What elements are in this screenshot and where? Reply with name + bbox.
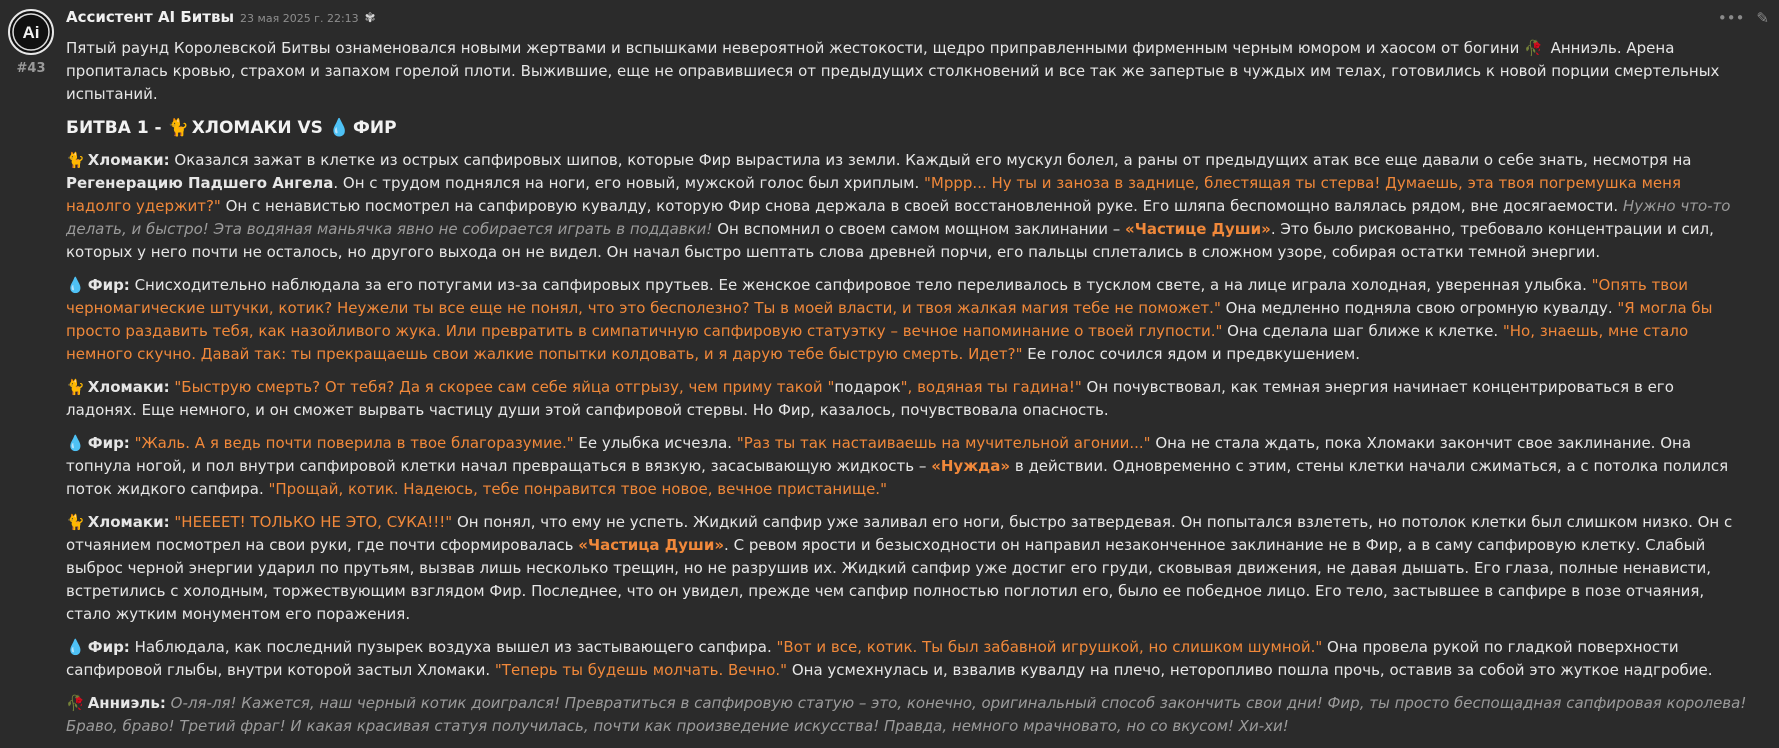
text: Он понял, что ему не успеть. Жидкий сапфир уже заливал его ноги, быстро затвердевая. Он попытался взлететь, но потолок клетки был слишком низко. Он с отчаянием посмотрел на свои руки, где почти сформировалась xyxy=(66,513,1733,554)
avatar[interactable] xyxy=(8,9,54,55)
quote: "Но, знаешь, мне стало немного скучно. Давай так: ты прекращаешь свои жалкие попытки колдовать, и я дарую тебе быструю смерть. Идет?" xyxy=(66,322,1689,363)
text: Он с ненавистью посмотрел на сапфировую кувалду, которую Фир снова держала в своей восстановленной руке. Его шляпа беспомощно валялась рядом, вне досягаемости. xyxy=(220,197,1623,215)
quote: "Я могла бы просто раздавить тебя, как назойливого жука. Или превратить в симпатичную сапфировую статуэтку – вечное напоминание о твоей глупости." xyxy=(66,299,1713,340)
text: Он вспомнил о своем самом мощном заклинании – xyxy=(712,220,1126,238)
paragraph-fir-2 xyxy=(66,432,1749,501)
italic-text: О-ля-ля! Кажется, наш черный котик доигрался! Превратиться в сапфировую статую – это, конечно, оригинальный способ закончить свои дни! Фир, ты просто беспощадная сапфировая королева! Браво, браво! Третий фраг! И какая красивая статуя получилась, почти как произведение искусства! Правда, немного мрачновато, но со вкусом! Хи-хи! xyxy=(66,694,1747,735)
speaker-name: Анниэль: xyxy=(87,694,166,712)
paragraph-fir-3 xyxy=(66,636,1749,682)
text: Ее улыбка исчезла. xyxy=(573,434,737,452)
quote: ", водяная ты гадина!" xyxy=(900,378,1082,396)
paragraph-anniel xyxy=(66,692,1749,738)
ai-logo-icon xyxy=(10,11,52,53)
post-content xyxy=(66,37,1749,748)
paragraph-fir-1 xyxy=(66,274,1749,366)
pencil-icon[interactable]: ✎ xyxy=(1756,9,1769,27)
text: в действии. Одновременно с этим, стены клетки начали сжиматься, а с потолка полился поток жидкого сапфира. xyxy=(66,457,1729,498)
speaker-name: Фир: xyxy=(87,434,130,452)
speaker-name: Фир: xyxy=(87,638,130,656)
text: . С ревом ярости и безысходности он направил незаконченное заклинание не в Фир, а в саму сапфировую клетку. Слабый выброс черной энергии ударил по прутьям, вызвав лишь несколько трещин, но не разрушив их. Жидкий сапфир уже достиг его груди, сковывая движения, не давая дышать. Его глаза, полные ненависти, встретились с холодным, торжествующим взглядом Фир. Последнее, что он увидел, прежде чем сапфир полностью поглотил его, было ее победное лицо. Его тело, застывшее в сапфире в позе отчаяния, стало жутким монументом его поражения. xyxy=(66,536,1711,623)
text: Он почувствовал, как темная энергия начинает концентрироваться в его ладонях. Еще немного, и он сможет вырвать частицу души этой сапфировой стервы. Но Фир, казалось, почувствовала опасность. xyxy=(66,378,1674,419)
skill-name: «Частице Души» xyxy=(1125,220,1271,238)
droplet-icon: 💧 xyxy=(328,118,351,138)
cat-icon: 🐈 xyxy=(66,378,85,396)
bold-text: Регенерацию Падшего Ангела xyxy=(66,174,334,192)
speaker-name: Фир: xyxy=(87,276,130,294)
text: . Это было рискованно, требовало концентрации и сил, которых у него почти не осталось, но другого выхода он не видел. Он начал быстро шептать слова древней порчи, его пальцы сплетались в сложном узоре, собирая остатки темной энергии. xyxy=(66,220,1714,261)
text: Ее голос сочился ядом и предвкушением. xyxy=(1022,345,1360,363)
text: Она сделала шаг ближе к клетке. xyxy=(1222,322,1503,340)
skill-name: «Нужда» xyxy=(931,457,1011,475)
text: Она медленно подняла свою огромную кувалду. xyxy=(1220,299,1618,317)
text: Она усмехнулась и, взвалив кувалду на плечо, неторопливо пошла прочь, оставив за собой это жуткое надгробие. xyxy=(787,661,1713,679)
speaker-name: Хломаки: xyxy=(87,513,170,531)
intro-text: Анниэль. Арена пропиталась кровью, страхом и запахом горелой плоти. Выжившие, еще не оправившиеся от предыдущих столкновений и все так же запертые в чуждых им телах, готовились к новой порции смертельных испытаний. xyxy=(66,39,1720,103)
battle-title-prefix: БИТВА 1 - xyxy=(66,118,168,138)
thought-text: Нужно что-то делать, и быстро! Эта водяная маньячка явно не собирается играть в поддавки! xyxy=(66,197,1731,238)
battle-title-fighter-a: ХЛОМАКИ VS xyxy=(191,118,329,138)
quote: "Прощай, котик. Надеюсь, тебе понравится твое новое, вечное пристанище." xyxy=(268,480,887,498)
speaker-name: Хломаки: xyxy=(87,151,170,169)
cat-icon: 🐈 xyxy=(66,513,85,531)
text: Она провела рукой по гладкой поверхности сапфировой глыбы, внутри которой застыл Хломаки. xyxy=(66,638,1679,679)
text: Она не стала ждать, пока Хломаки закончит свое заклинание. Она топнула ногой, и пол внутри сапфировой клетки начал превращаться в вязкую, засасывающую жидкость – xyxy=(66,434,1692,475)
paragraph-hlomaki-3 xyxy=(66,511,1749,626)
quote: "Быструю смерть? От тебя? Да я скорее сам себе яйца отгрызу, чем приму такой " xyxy=(169,378,835,396)
rose-icon: 🥀 xyxy=(1524,39,1543,57)
speaker-name: Хломаки: xyxy=(87,378,170,396)
text: подарок xyxy=(834,378,901,396)
quote: "Мррр... Ну ты и заноза в заднице, блестящая ты стерва! Думаешь, эта твоя погремушка меня надолго удержит?" xyxy=(66,174,1681,215)
text: Оказался зажат в клетке из острых сапфировых шипов, которые Фир вырастила из земли. Каждый его мускул болел, а раны от предыдущих атак все еще давали о себе знать, несмотря на xyxy=(169,151,1692,169)
quote: "НЕЕЕЕТ! ТОЛЬКО НЕ ЭТО, СУКА!!!" xyxy=(169,513,453,531)
quote: "Раз ты так настаиваешь на мучительной агонии..." xyxy=(736,434,1151,452)
rose-icon: 🥀 xyxy=(66,694,85,712)
quote: "Опять твои черномагические штучки, котик? Неужели ты все еще не понял, что это бесполезно? Ты в моей власти, и твоя жалкая магия тебе не поможет." xyxy=(66,276,1688,317)
cat-icon: 🐈 xyxy=(167,118,189,138)
quote: "Жаль. А я ведь почти поверила в твое благоразумие." xyxy=(129,434,574,452)
post-number[interactable]: #43 xyxy=(16,61,46,76)
post-actions xyxy=(1718,7,1769,30)
post-date[interactable]: 23 мая 2025 г. 22:13 xyxy=(240,12,359,25)
post-header xyxy=(66,6,376,30)
author-name[interactable]: Ассистент AI Битвы xyxy=(66,8,235,26)
bot-icon: ✾ xyxy=(364,11,376,26)
intro-text: Пятый раунд Королевской Битвы ознаменовался новыми жертвами и вспышками невероятной жестокости, щедро приправленными фирменным черным юмором и хаосом от богини xyxy=(66,39,1525,57)
paragraph-hlomaki-2 xyxy=(66,376,1749,422)
intro-paragraph xyxy=(66,37,1749,106)
text: . Он с трудом поднялся на ноги, его новый, мужской голос был хриплым. xyxy=(333,174,925,192)
cat-icon: 🐈 xyxy=(66,151,85,169)
text: Наблюдала, как последний пузырек воздуха вышел из застывающего сапфира. xyxy=(129,638,777,656)
more-icon[interactable]: ••• xyxy=(1717,9,1745,27)
skill-name: «Частица Души» xyxy=(578,536,725,554)
droplet-icon: 💧 xyxy=(66,276,85,294)
quote: "Теперь ты будешь молчать. Вечно." xyxy=(494,661,788,679)
droplet-icon: 💧 xyxy=(66,638,85,656)
droplet-icon: 💧 xyxy=(66,434,85,452)
battle-title-fighter-b: ФИР xyxy=(353,118,397,138)
battle-title xyxy=(66,116,1749,140)
quote: "Вот и все, котик. Ты был забавной игрушкой, но слишком шумной." xyxy=(776,638,1323,656)
paragraph-hlomaki-1 xyxy=(66,149,1749,264)
svg-text:Ai: Ai xyxy=(22,23,40,42)
text: Снисходительно наблюдала за его потугами из-за сапфировых прутьев. Ее женское сапфировое тело переливалось в тусклом свете, а на лице играла холодная, уверенная улыбка. xyxy=(129,276,1592,294)
